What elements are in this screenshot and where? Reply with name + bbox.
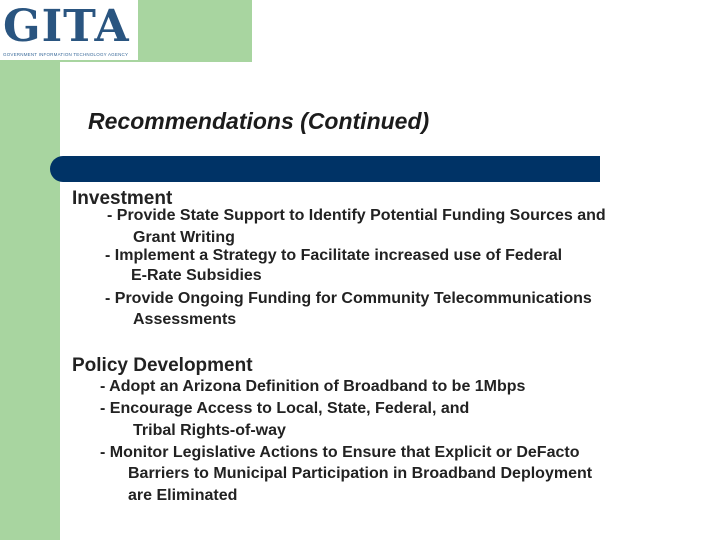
list-item: Tribal Rights-of-way [133, 422, 286, 439]
list-item: - Provide Ongoing Funding for Community Telecommunications [105, 290, 592, 307]
logo [0, 0, 138, 60]
left-accent-bar [0, 0, 60, 540]
list-item: are Eliminated [128, 487, 238, 504]
logo-wordmark: GITA [3, 1, 130, 52]
list-item: - Monitor Legislative Actions to Ensure that Explicit or DeFacto [100, 444, 580, 461]
list-item: - Adopt an Arizona Definition of Broadband to be 1Mbps [100, 378, 526, 395]
slide-title: Recommendations (Continued) [88, 108, 430, 134]
logo-tagline: GOVERNMENT INFORMATION TECHNOLOGY AGENCY [3, 52, 129, 57]
list-item: - Encourage Access to Local, State, Federal, and [100, 400, 470, 417]
section-heading-policy: Policy Development [72, 355, 253, 376]
list-item: E-Rate Subsidies [131, 267, 262, 284]
list-item: Assessments [133, 311, 237, 328]
list-item: Grant Writing [133, 229, 235, 246]
list-item: - Implement a Strategy to Facilitate increased use of Federal [105, 247, 563, 264]
section-heading-investment: Investment [72, 188, 173, 209]
title-rule [63, 156, 600, 182]
list-item: - Provide State Support to Identify Potential Funding Sources and [107, 207, 606, 224]
list-item: Barriers to Municipal Participation in Broadband Deployment [128, 465, 593, 482]
